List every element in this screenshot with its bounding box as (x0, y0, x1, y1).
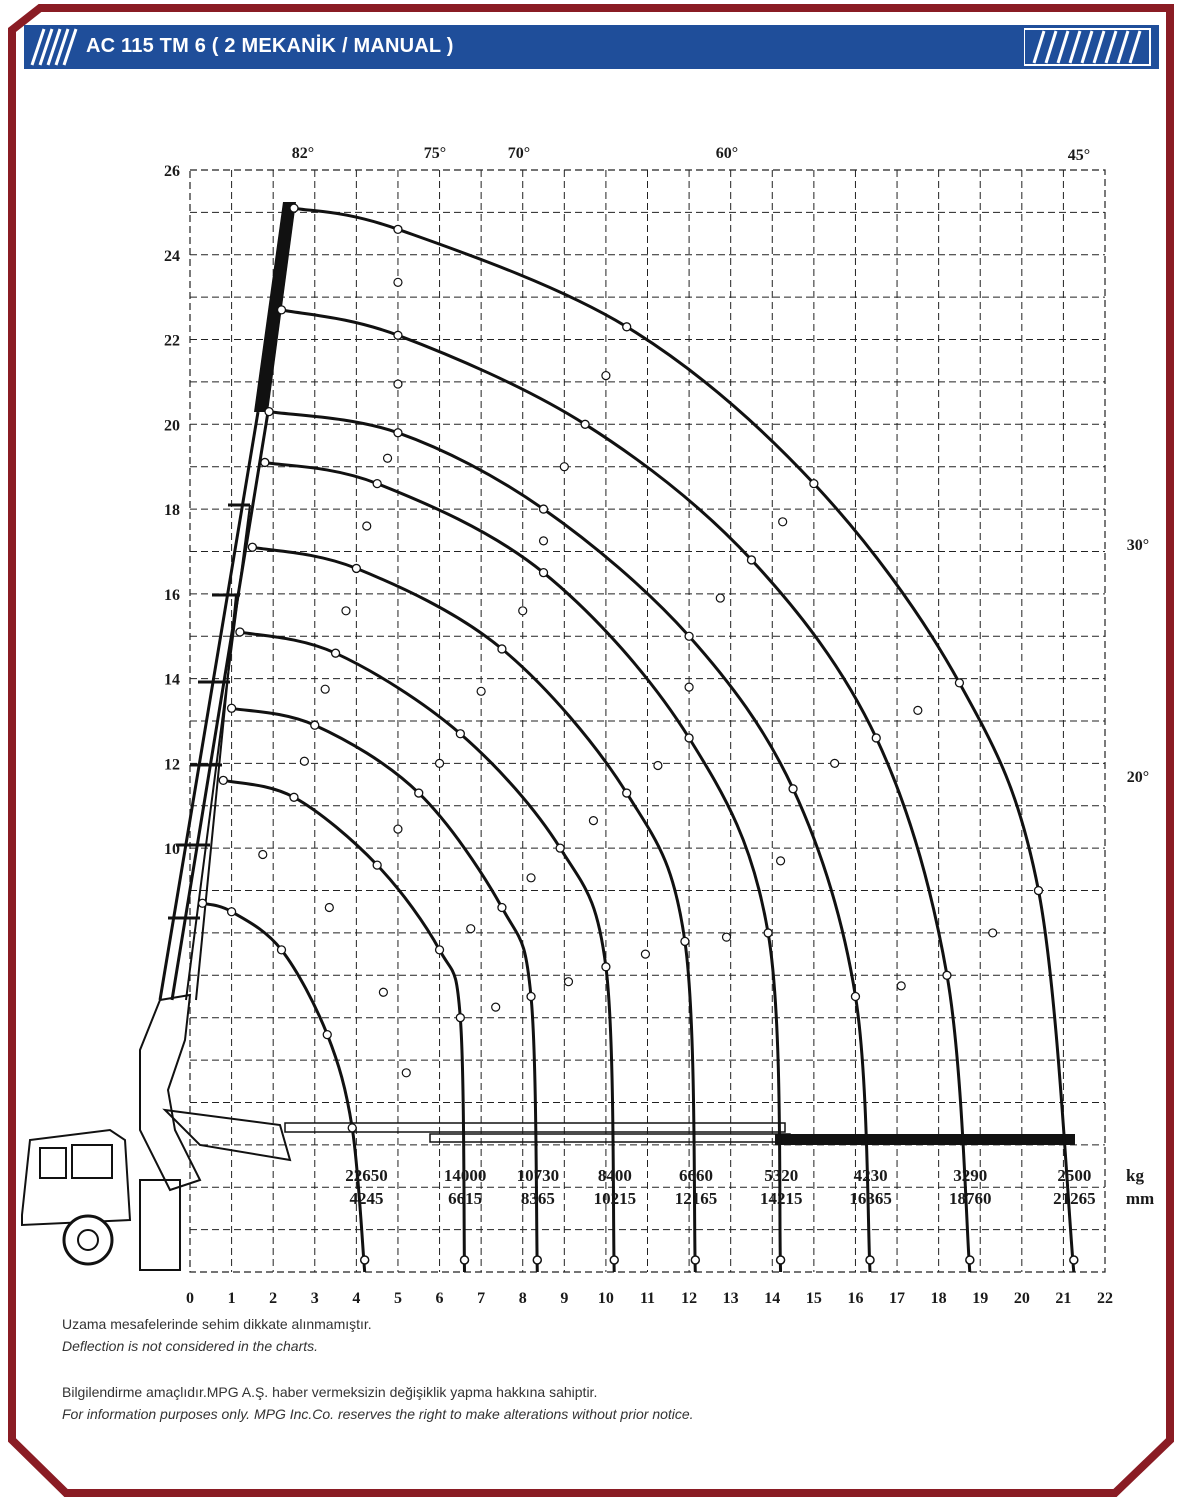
curve-point-marker (623, 323, 631, 331)
load-mm-label: 12165 (674, 1189, 718, 1208)
x-tick-label: 16 (847, 1290, 864, 1307)
chart-grid (190, 170, 1105, 1272)
y-tick-label: 24 (164, 247, 180, 265)
y-tick-label: 12 (164, 756, 180, 774)
boom-section-line (172, 412, 268, 1000)
curve-point-marker (498, 903, 506, 911)
curve-point-marker (348, 1124, 356, 1132)
curve-point-marker (1034, 887, 1042, 895)
curve-point-marker (527, 993, 535, 1001)
crane-knuckle-arm (165, 1110, 290, 1160)
load-curves (203, 208, 1078, 1272)
unit-kg-label: kg (1126, 1166, 1144, 1185)
angle-marker (540, 537, 548, 545)
angle-marker (321, 685, 329, 693)
curve-point-marker (540, 569, 548, 577)
curve-point-marker (394, 331, 402, 339)
angle-marker (325, 903, 333, 911)
curve-end-marker (610, 1256, 618, 1264)
boom-tip-section (254, 202, 296, 412)
boom-angle-label: 75° (423, 145, 447, 162)
curve-point-marker (955, 679, 963, 687)
curve-end-marker (533, 1256, 541, 1264)
curve-end-marker (361, 1256, 369, 1264)
curve-point-marker (248, 543, 256, 551)
angle-marker (477, 687, 485, 695)
curve-point-marker (311, 721, 319, 729)
curve-point-marker (352, 564, 360, 572)
x-tick-label: 18 (930, 1290, 947, 1307)
y-tick-label: 16 (164, 586, 180, 604)
boom-angle-markers (198, 204, 1042, 1132)
load-mm-label: 8365 (520, 1189, 555, 1208)
curve-point-marker (265, 408, 273, 416)
x-tick-label: 10 (597, 1290, 614, 1307)
x-tick-label: 1 (227, 1290, 236, 1307)
curve-point-marker (747, 556, 755, 564)
x-tick-label: 9 (560, 1290, 569, 1307)
curve-point-marker (228, 704, 236, 712)
x-tick-label: 20 (1013, 1290, 1030, 1307)
curve-point-marker (581, 420, 589, 428)
x-tick-label: 15 (805, 1290, 822, 1307)
load-mm-label: 21265 (1053, 1189, 1096, 1208)
boom-angle-label: 82° (291, 145, 315, 162)
angle-marker (402, 1069, 410, 1077)
curve-point-marker (685, 734, 693, 742)
curve-point-marker (290, 204, 298, 212)
curve-point-marker (456, 730, 464, 738)
angle-marker (654, 762, 662, 770)
curve-point-marker (556, 844, 564, 852)
angle-marker (394, 825, 402, 833)
load-kg-label: 22650 (345, 1166, 388, 1185)
boom-angle-label: 60° (715, 145, 739, 162)
curve-point-marker (394, 429, 402, 437)
angle-marker (259, 851, 267, 859)
angle-marker (436, 759, 444, 767)
x-tick-label: 13 (722, 1290, 739, 1307)
angle-marker (394, 278, 402, 286)
angle-marker (527, 874, 535, 882)
curve-end-marker (777, 1256, 785, 1264)
y-tick-label: 20 (164, 417, 180, 435)
boom-section-line (160, 412, 258, 1000)
load-kg-label: 14000 (443, 1166, 487, 1185)
note-info-tr: Bilgilendirme amaçlıdır.MPG A.Ş. haber vermeksizin değişiklik yapma hakkına sahiptir. (62, 1384, 598, 1400)
angle-marker (379, 988, 387, 996)
curve-point-marker (278, 306, 286, 314)
load-kg-label: 8400 (597, 1166, 632, 1185)
y-tick-label: 14 (164, 671, 180, 689)
note-deflection-tr: Uzama mesafelerinde sehim dikkate alınmamıştır. (62, 1316, 372, 1332)
y-tick-label: 22 (164, 332, 180, 350)
x-tick-label: 3 (310, 1290, 319, 1307)
load-kg-label: 4230 (853, 1166, 888, 1185)
x-tick-label: 5 (393, 1290, 402, 1307)
curve-point-marker (872, 734, 880, 742)
curve-point-marker (681, 937, 689, 945)
x-tick-label: 12 (681, 1290, 698, 1307)
curve-point-marker (764, 929, 772, 937)
load-mm-label: 18760 (948, 1189, 992, 1208)
angle-marker (589, 817, 597, 825)
curve-point-marker (851, 993, 859, 1001)
load-kg-label: 2500 (1057, 1166, 1092, 1185)
angle-marker (716, 594, 724, 602)
curve-point-marker (290, 793, 298, 801)
angle-marker (779, 518, 787, 526)
x-tick-label: 14 (764, 1290, 781, 1307)
load-mm-label: 4245 (349, 1189, 384, 1208)
curve-point-marker (943, 971, 951, 979)
curve-point-marker (685, 632, 693, 640)
y-tick-label: 18 (164, 502, 180, 520)
curve-point-marker (198, 899, 206, 907)
y-tick-label: 26 (164, 163, 180, 180)
load-kg-label: 10730 (516, 1166, 560, 1185)
angle-marker (602, 372, 610, 380)
curve-point-marker (323, 1031, 331, 1039)
load-mm-label: 14215 (759, 1189, 803, 1208)
curve-point-marker (394, 225, 402, 233)
angle-marker (467, 925, 475, 933)
crane-column (140, 995, 200, 1190)
curve-point-marker (540, 505, 548, 513)
curve-point-marker (456, 1014, 464, 1022)
unit-mm-label: mm (1125, 1189, 1155, 1208)
curve-point-marker (332, 649, 340, 657)
curve-end-marker (866, 1256, 874, 1264)
curve-end-marker (966, 1256, 974, 1264)
outrigger-beam (430, 1134, 790, 1142)
curve-point-marker (261, 458, 269, 466)
angle-marker (989, 929, 997, 937)
angle-marker (897, 982, 905, 990)
load-mm-label: 6615 (448, 1189, 483, 1208)
x-tick-label: 4 (352, 1290, 361, 1307)
load-kg-label: 6660 (678, 1166, 713, 1185)
x-tick-label: 11 (639, 1290, 656, 1307)
load-kg-label: 3290 (953, 1166, 988, 1185)
angle-marker (641, 950, 649, 958)
angle-marker (519, 607, 527, 615)
curve-point-marker (810, 480, 818, 488)
note-info-en: For information purposes only. MPG Inc.Co. reserves the right to make alterations without prior notice. (62, 1406, 694, 1422)
boom-angle-label: 30° (1126, 537, 1150, 554)
angle-marker (914, 706, 922, 714)
x-tick-label: 0 (186, 1290, 194, 1307)
curve-point-marker (236, 628, 244, 636)
boom-angle-label: 20° (1126, 769, 1150, 786)
x-tick-label: 7 (477, 1290, 486, 1307)
curve-end-marker (691, 1256, 699, 1264)
x-tick-label: 19 (972, 1290, 989, 1307)
curve-point-marker (219, 776, 227, 784)
boom-angle-label: 45° (1067, 147, 1091, 164)
footnotes (62, 1313, 962, 1425)
angle-marker (564, 978, 572, 986)
page-title: AC 115 TM 6 ( 2 MEKANİK / MANUAL ) (86, 35, 454, 57)
curve-point-marker (415, 789, 423, 797)
angle-marker (777, 857, 785, 865)
angle-marker (560, 463, 568, 471)
curve-point-marker (278, 946, 286, 954)
load-curve-1 (203, 903, 365, 1272)
angle-marker (363, 522, 371, 530)
angle-marker (394, 380, 402, 388)
curve-point-marker (228, 908, 236, 916)
angle-marker (384, 454, 392, 462)
x-tick-label: 22 (1097, 1290, 1113, 1307)
x-tick-label: 8 (518, 1290, 527, 1307)
x-tick-label: 21 (1055, 1290, 1072, 1307)
boom-angle-label: 70° (507, 145, 531, 162)
truck-wheel (64, 1216, 112, 1264)
curve-point-marker (789, 785, 797, 793)
curve-point-marker (373, 480, 381, 488)
angle-marker (723, 933, 731, 941)
crane-boom-drawing (22, 202, 1075, 1270)
angle-marker (300, 757, 308, 765)
load-mm-label: 16365 (849, 1189, 892, 1208)
note-deflection-en: Deflection is not considered in the charts. (62, 1338, 319, 1354)
load-mm-label: 10215 (593, 1189, 637, 1208)
x-tick-label: 2 (269, 1290, 278, 1307)
curve-point-marker (436, 946, 444, 954)
curve-end-marker (461, 1256, 469, 1264)
outrigger-beam-heavy (775, 1134, 1075, 1145)
curve-end-marker (1070, 1256, 1078, 1264)
curve-point-marker (498, 645, 506, 653)
load-curve-9 (294, 208, 1074, 1272)
curve-point-marker (373, 861, 381, 869)
angle-marker (685, 683, 693, 691)
x-tick-label: 17 (889, 1290, 906, 1307)
x-tick-label: 6 (435, 1290, 444, 1307)
angle-marker (492, 1003, 500, 1011)
boom-section-line (186, 505, 250, 1000)
angle-marker (342, 607, 350, 615)
angle-marker (831, 759, 839, 767)
y-tick-label: 10 (164, 841, 180, 859)
crane-base (140, 1180, 180, 1270)
curve-point-marker (602, 963, 610, 971)
load-kg-label: 5320 (764, 1166, 799, 1185)
curve-point-marker (623, 789, 631, 797)
